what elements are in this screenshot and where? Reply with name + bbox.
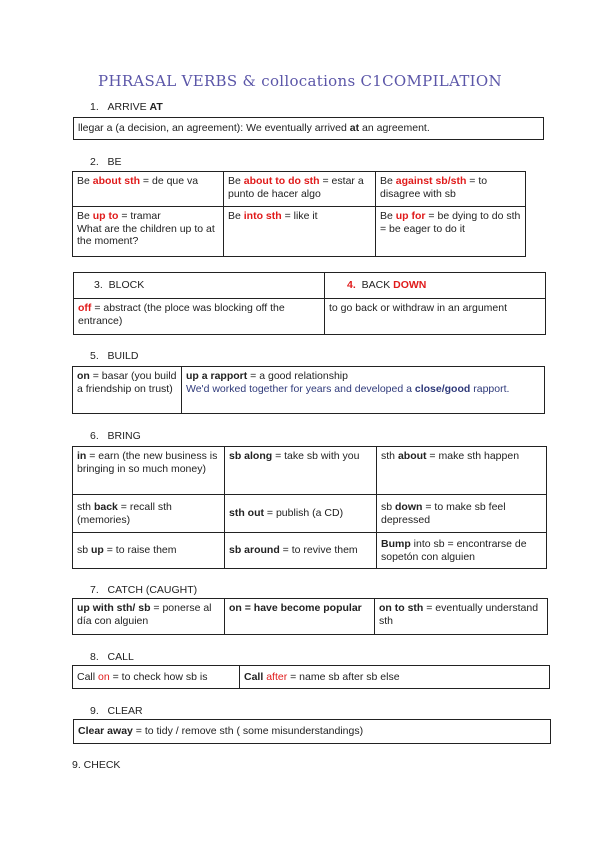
catch-table (72, 598, 548, 635)
table-cell: up a rapport = a good relationship We'd worked together for years and developed a close/good rapport. (182, 367, 545, 414)
table-cell: Call after = name sb after sb else (240, 666, 550, 689)
table-cell: sb around = to revive them (225, 533, 377, 569)
table-cell: Be about sth = de que va (73, 172, 224, 207)
section-heading-bring: 6. BRING (90, 430, 141, 442)
block-backdown-table (73, 272, 546, 335)
table-cell: sth out = publish (a CD) (225, 495, 377, 533)
table-cell: sth back = recall sth (memories) (73, 495, 225, 533)
table-cell: Be about to do sth = estar a punto de hacer algo (224, 172, 376, 207)
table-cell: on = have become popular (225, 599, 375, 635)
table-cell: Call on = to check how sb is (73, 666, 240, 689)
table-cell: to go back or withdraw in an argument (325, 299, 546, 335)
section-heading-call: 8. CALL (90, 651, 134, 663)
table-cell: Be up for = be dying to do sth = be eager to do it (376, 207, 526, 257)
table-cell: on to sth = eventually understand sth (375, 599, 548, 635)
section-heading-back-down: 4. BACK DOWN (325, 273, 546, 299)
table-cell: Be up to = tramar What are the children up to at the moment? (73, 207, 224, 257)
table-cell: Bump into sb = encontrarse de sopetón con alguien (377, 533, 547, 569)
table-cell: up with sth/ sb = ponerse al día con alguien (73, 599, 225, 635)
arrive-box: llegar a (a decision, an agreement): We eventually arrived at an agreement. (73, 117, 544, 140)
be-table (72, 171, 526, 257)
section-heading-catch: 7. CATCH (CAUGHT) (90, 584, 198, 596)
table-cell: sth about = make sth happen (377, 447, 547, 495)
clear-box: Clear away = to tidy / remove sth ( some misunderstandings) (73, 719, 551, 744)
table-cell: sb down = to make sb feel depressed (377, 495, 547, 533)
page-title: PHRASAL VERBS & collocations C1COMPILATION (98, 72, 502, 90)
call-table (72, 665, 550, 689)
section-heading-clear: 9. CLEAR (90, 705, 143, 717)
section-heading-be: 2. BE (90, 156, 122, 168)
table-cell: Be against sb/sth = to disagree with sb (376, 172, 526, 207)
bring-table (72, 446, 547, 569)
table-cell: sb up = to raise them (73, 533, 225, 569)
table-cell: Be into sth = like it (224, 207, 376, 257)
section-heading-build: 5. BUILD (90, 350, 139, 362)
table-cell: off = abstract (the ploce was blocking off the entrance) (74, 299, 325, 335)
section-heading-block: 3. BLOCK (74, 273, 325, 299)
section-heading-arrive: 1. ARRIVE AT (90, 101, 163, 113)
table-cell: in = earn (the new business is bringing in so much money) (73, 447, 225, 495)
table-cell: on = basar (you build a friendship on trust) (73, 367, 182, 414)
section-heading-check: 9. CHECK (72, 759, 121, 771)
build-table (72, 366, 545, 414)
table-cell: sb along = take sb with you (225, 447, 377, 495)
